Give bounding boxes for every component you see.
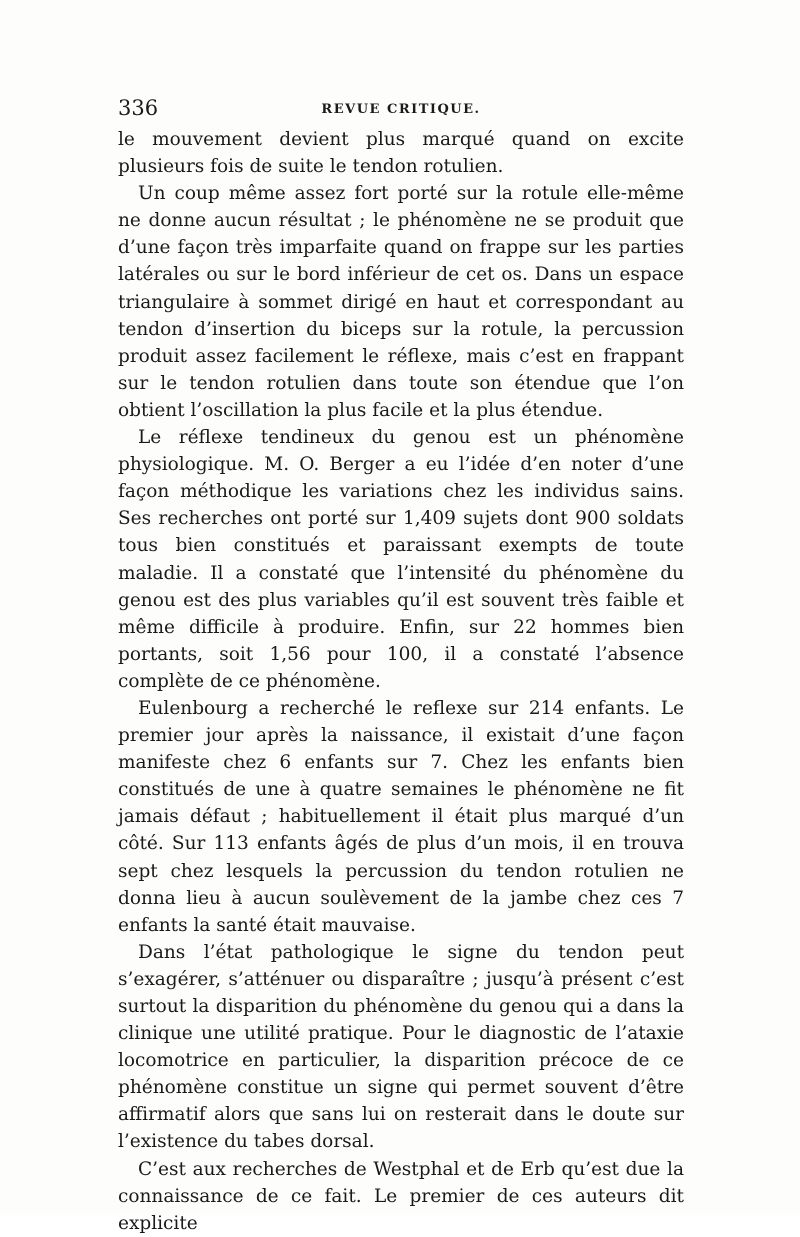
paragraph: Dans l’état pathologique le signe du tendon peut s’exagérer, s’atténuer ou disparaître ; jusqu’à présent c’est surtout la disparition du phénomène du genou qui a dans la clinique une utilité pratique. Pour le diagnostic de l’ataxie locomotrice en particulier, la disparition précoce de ce phénomène constitue un signe qui permet souvent d’être affirmatif alors que sans lui on resterait dans le doute sur l’existence du tabes dorsal. <box>118 941 684 1153</box>
body-text <box>118 126 684 1237</box>
paragraph: C’est aux recherches de Westphal et de Erb qu’est due la connaissance de ce fait. Le premier de ces auteurs dit explicite <box>118 1158 684 1234</box>
paragraph: Eulenbourg a recherché le reflexe sur 214 enfants. Le premier jour après la naissance, il existait d’une façon manifeste chez 6 enfants sur 7. Chez les enfants bien constitués de une à quatre semaines le phénomène ne fit jamais défaut ; habituellement il était plus marqué d’un côté. Sur 113 enfants âgés de plus d’un mois, il en trouva sept chez lesquels la percussion du tendon rotulien ne donna lieu à aucun soulèvement de la jambe chez ces 7 enfants la santé était mauvaise. <box>118 697 684 936</box>
paragraph: Un coup même assez fort porté sur la rotule elle-même ne donne aucun résultat ; le phénomène ne se produit que d’une façon très imparfaite quand on frappe sur les parties latérales ou sur le bord inférieur de cet os. Dans un espace triangulaire à sommet dirigé en haut et correspondant au tendon d’insertion du biceps sur la rotule, la percussion produit assez facilement le réflexe, mais c’est en frappant sur le tendon rotulien dans toute son étendue que l’on obtient l’oscillation la plus facile et la plus étendue. <box>118 183 684 421</box>
running-title: REVUE CRITIQUE. <box>321 102 481 117</box>
page-header <box>118 93 684 123</box>
paragraph: Le réflexe tendineux du genou est un phénomène physiologique. M. O. Berger a eu l’idée d’en noter d’une façon méthodique les variations chez les individus sains. Ses recherches ont porté sur 1,409 sujets dont 900 soldats tous bien constitués et paraissant exempts de toute maladie. Il a constaté que l’intensité du phénomène du genou est des plus variables qu’il est souvent très faible et même difficile à produire. Enfin, sur 22 hommes bien portants, soit 1,56 pour 100, il a constaté l’absence complète de ce phénomène. <box>118 427 684 692</box>
paragraph: le mouvement devient plus marqué quand on excite plusieurs fois de suite le tendon rotulien. <box>118 129 684 178</box>
page-number: 336 <box>118 96 159 120</box>
